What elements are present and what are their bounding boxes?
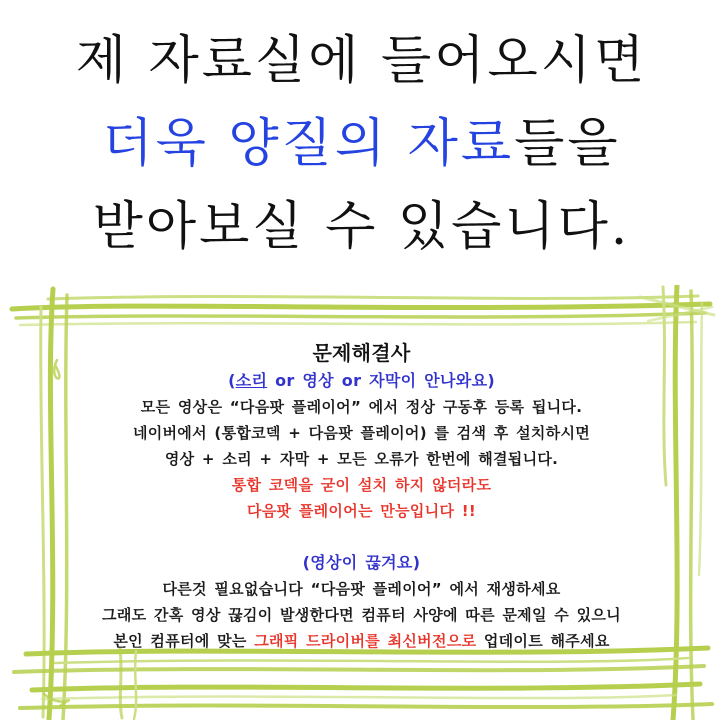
audio-issue-heading-open: ( [228, 371, 236, 390]
section-gap [60, 524, 663, 550]
header-message [0, 20, 723, 269]
header-line-3: 받아보실 수 있습니다. [92, 197, 631, 257]
header-line-2-tail: 들을 [514, 114, 621, 174]
driver-update-prefix: 본인 컴퓨터에 맞는 [113, 632, 255, 650]
audio-issue-heading [60, 368, 663, 394]
audio-issue-heading-underlined: 소리 [235, 371, 268, 390]
notice-title: 문제해결사 [312, 341, 411, 365]
driver-update-red: 그래픽 드라이버를 최신버전으로 [254, 632, 477, 650]
notice-line-naver-search: 네이버에서 (통합코덱 + 다음팟 플레이어) 를 검색 후 설치하시면 [132, 424, 591, 442]
notice-line-pc-spec: 그래도 간혹 영상 끊김이 발생한다면 컴퓨터 사양에 따른 문제일 수 있으니 [102, 606, 621, 624]
driver-update-suffix: 업데이트 해주세요 [476, 632, 610, 650]
red-warning-1: 통합 코덱을 굳이 설치 하지 않더라도 [231, 476, 492, 494]
notice-line-all-fixed: 영상 + 소리 + 자막 + 모든 오류가 한번에 해결됩니다. [164, 450, 559, 468]
header-line-2 [0, 103, 723, 186]
header-line-2-highlight: 더욱 양질의 자료 [102, 114, 515, 174]
notice-box [60, 338, 663, 654]
notice-line-driver-update [60, 628, 663, 654]
stutter-heading: (영상이 끊겨요) [302, 553, 421, 572]
header-line-1: 제 자료실에 들어오시면 [75, 31, 648, 91]
red-warning-2: 다음팟 플레이어는 만능입니다 !! [246, 502, 477, 520]
audio-issue-heading-rest: or 영상 or 자막이 안나와요) [267, 371, 495, 390]
notice-line-register: 모든 영상은 “다음팟 플레이어” 에서 정상 구동후 등록 됩니다. [140, 398, 583, 416]
notice-line-play-potplayer: 다른것 필요없습니다 “다음팟 플레이어” 에서 재생하세요 [162, 580, 561, 598]
